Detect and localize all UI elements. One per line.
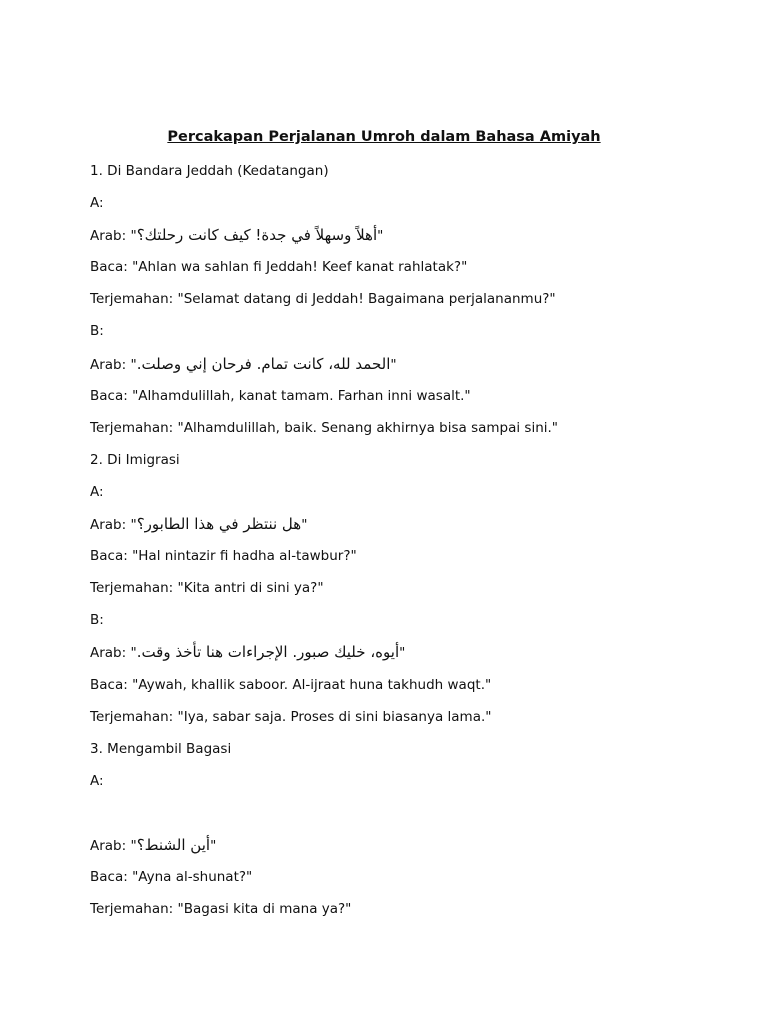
blank-line [90,802,730,834]
text-line: 2. Di Imigrasi [90,451,180,468]
arabic-text: هل ننتظر في هذا الطابور؟ [136,515,302,534]
text-line: Terjemahan: "Alhamdulillah, baik. Senang akhirnya bisa sampai sini." [90,419,559,436]
text-line: Baca: "Aywah, khallik saboor. Al-ijraat huna takhudh waqt." [90,676,492,693]
text-line: Baca: "Ayna al-shunat?" [90,869,253,886]
text-line: Terjemahan: "Kita antri di sini ya?" [90,580,324,597]
text-line: Terjemahan: "Bagasi kita di mana ya?" [90,901,352,918]
text-line: 1. Di Bandara Jeddah (Kedatangan) [90,163,329,179]
arabic-text: أهلاً وسهلاً في جدة! كيف كانت رحلتك؟ [136,226,378,245]
arabic-line [90,641,730,673]
arab-prefix: Arab: " [90,228,137,245]
arabic-text: أين الشنط؟ [136,835,211,854]
arab-prefix: Arab: " [90,645,137,662]
text-line: Baca: "Alhamdulillah, kanat tamam. Farhan inni wasalt." [90,387,471,404]
arab-suffix: " [210,837,217,854]
arab-prefix: Arab: " [90,517,137,534]
text-line: A: [90,195,104,212]
text-line: B: [90,612,104,629]
arabic-line [90,224,730,256]
arab-suffix: " [399,645,406,662]
arab-suffix: " [377,228,384,245]
text-line: Terjemahan: "Iya, sabar saja. Proses di sini biasanya lama." [90,708,492,725]
arabic-line [90,353,730,385]
text-line: 3. Mengambil Bagasi [90,740,232,757]
arab-suffix: " [390,356,397,373]
arab-prefix: Arab: " [90,837,137,854]
arabic-text: الحمد لله، كانت تمام. فرحان إني وصلت. [136,354,391,373]
document-title: Percakapan Perjalanan Umroh dalam Bahasa Amiyah [167,129,601,145]
text-line: Terjemahan: "Selamat datang di Jeddah! Bagaimana perjalananmu?" [90,291,556,308]
text-line: A: [90,483,104,500]
document-body [90,160,730,930]
text-line: Baca: "Hal nintazir fi hadha al-tawbur?" [90,548,357,565]
text-line: B: [90,323,104,340]
arab-prefix: Arab: " [90,356,137,373]
text-line: Baca: "Ahlan wa sahlan fi Jeddah! Keef kanat rahlatak?" [90,259,468,276]
arab-suffix: " [301,517,308,534]
text-line: A: [90,772,104,789]
arabic-line [90,834,730,866]
arabic-line [90,513,730,545]
arabic-text: أيوه، خليك صبور. الإجراءات هنا تأخذ وقت. [136,643,400,662]
